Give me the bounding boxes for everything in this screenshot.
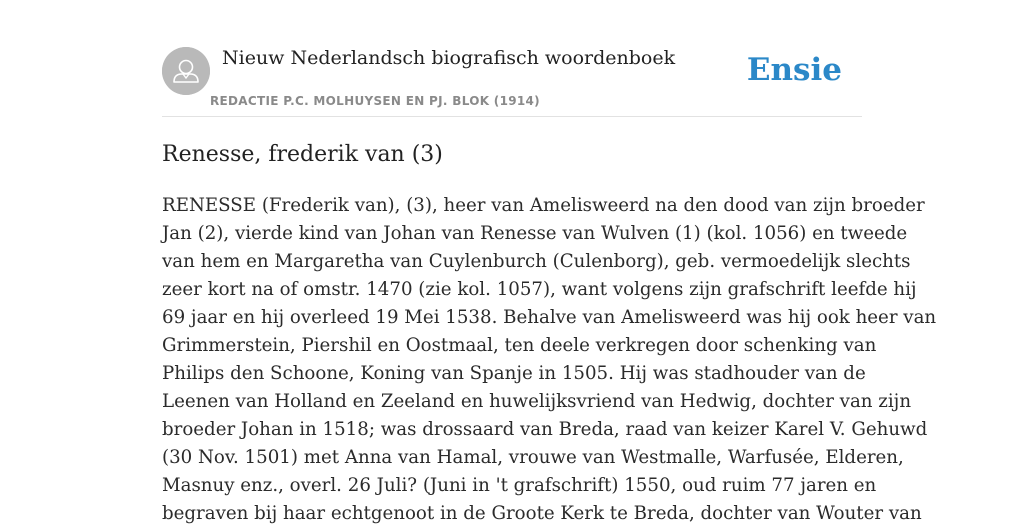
ensie-logo[interactable]: Ensie [746, 52, 842, 88]
entry-line: Grimmerstein, Piershil en Oostmaal, ten deele verkregen door schenking van [162, 335, 877, 356]
user-icon [162, 47, 210, 95]
entry-title: Renesse, frederik van (3) [162, 142, 443, 167]
entry-line: van hem en Margaretha van Cuylenburch (Culenborg), geb. vermoedelijk slechts [162, 251, 911, 272]
entry-line: Masnuy enz., overl. 26 Juli? (Juni in 't grafschrift) 1550, oud ruim 77 jaren en [162, 475, 877, 496]
book-editor: REDACTIE P.C. MOLHUYSEN EN PJ. BLOK (1914) [210, 94, 540, 108]
entry-line: begraven bij haar echtgenoot in de Groote Kerk te Breda, dochter van Wouter van [162, 503, 922, 524]
book-title-link[interactable]: Nieuw Nederlandsch biografisch woordenboek [222, 47, 676, 69]
entry-line: 69 jaar en hij overleed 19 Mei 1538. Behalve van Amelisweerd was hij ook heer van [162, 307, 937, 328]
entry-body [162, 192, 937, 528]
entry-line: zeer kort na of omstr. 1470 (zie kol. 1057), want volgens zijn grafschrift leefde hij [162, 279, 917, 300]
book-header [162, 46, 862, 117]
entry-line: Jan (2), vierde kind van Johan van Renesse van Wulven (1) (kol. 1056) en tweede [162, 223, 908, 244]
entry-line: (30 Nov. 1501) met Anna van Hamal, vrouwe van Westmalle, Warfusée, Elderen, [162, 447, 904, 468]
entry-line: RENESSE (Frederik van), (3), heer van Amelisweerd na den dood van zijn broeder [162, 195, 925, 216]
entry-line: Philips den Schoone, Koning van Spanje in 1505. Hij was stadhouder van de [162, 363, 866, 384]
entry-line: broeder Johan in 1518; was drossaard van Breda, raad van keizer Karel V. Gehuwd [162, 419, 928, 440]
entry-line: Leenen van Holland en Zeeland en huwelijksvriend van Hedwig, dochter van zijn [162, 391, 912, 412]
